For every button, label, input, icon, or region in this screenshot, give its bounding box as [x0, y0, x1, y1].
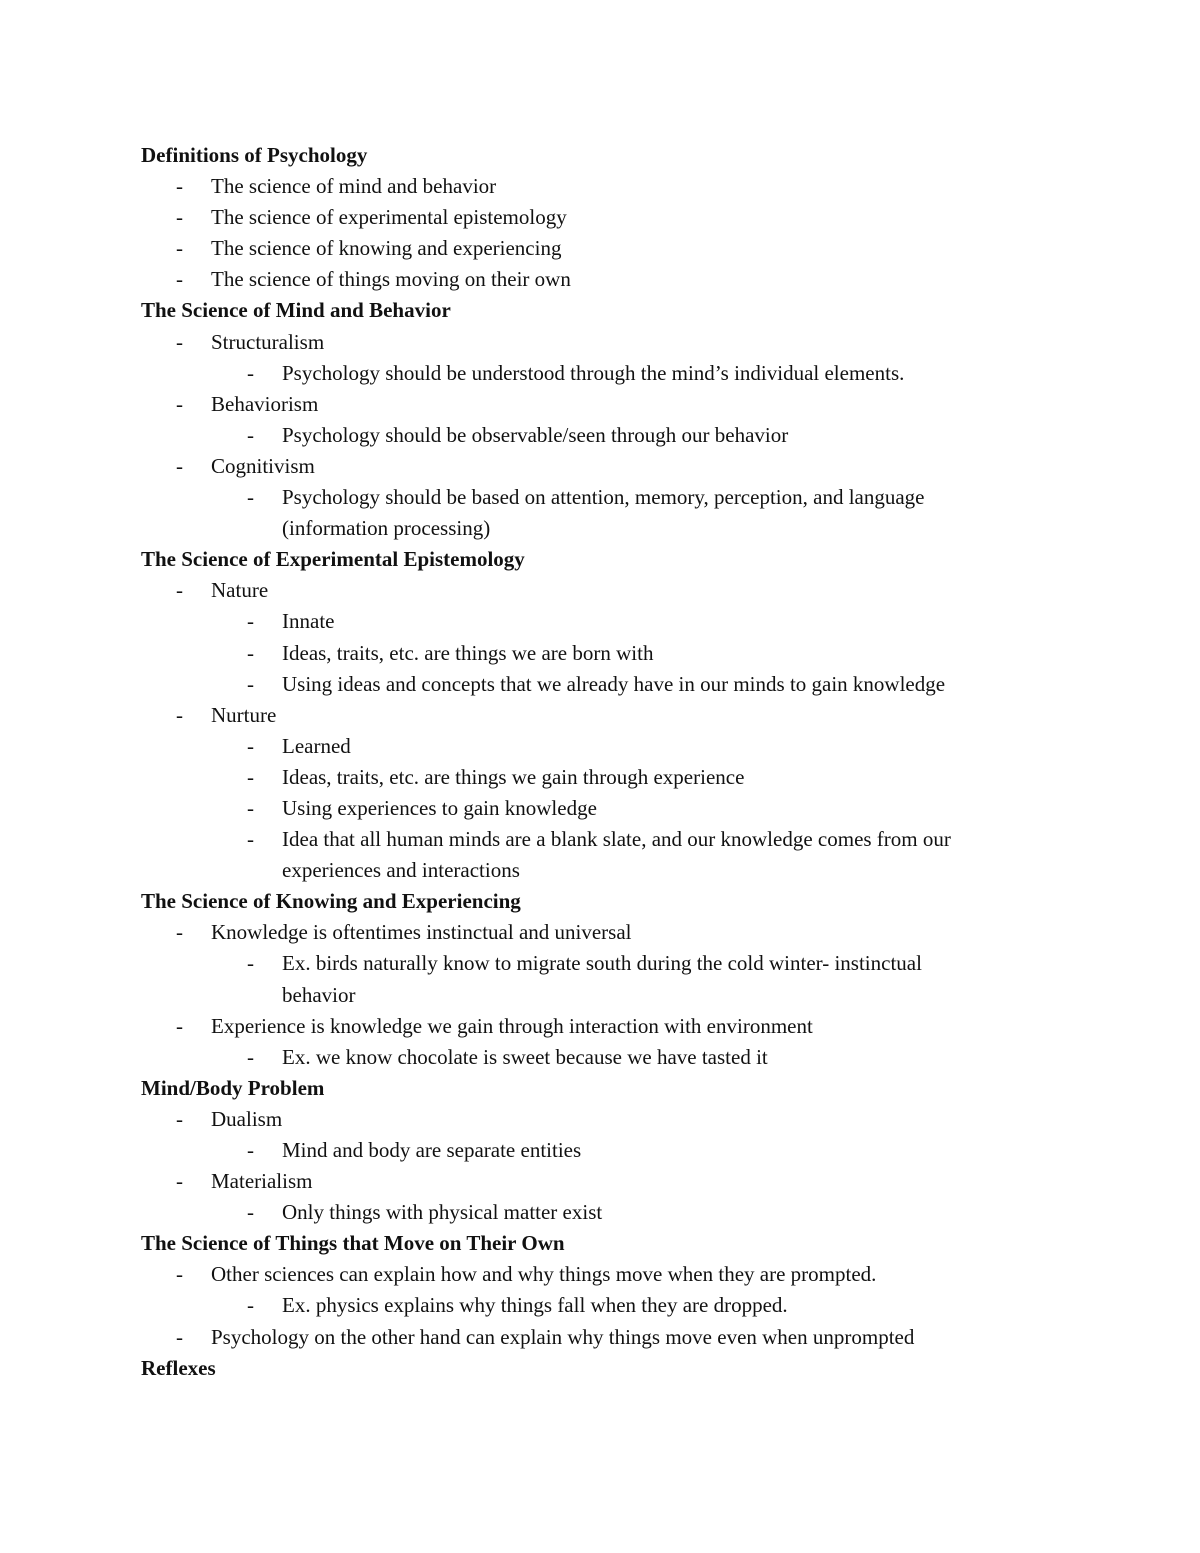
sub-bullet-item — [0, 606, 1200, 637]
sub-bullet-item — [0, 793, 1200, 824]
sub-bullet-item — [0, 1290, 1200, 1321]
bullet-dash: - — [247, 1293, 254, 1318]
bullet-text: Behaviorism — [211, 391, 319, 416]
bullet-item — [0, 917, 1200, 948]
bullet-item — [0, 1166, 1200, 1197]
section-heading: Definitions of Psychology — [141, 143, 368, 167]
section-heading: The Science of Experimental Epistemology — [141, 547, 525, 572]
bullet-item — [0, 575, 1200, 606]
sub-bullet-text: Ex. we know chocolate is sweet because we have tasted it — [282, 1044, 768, 1069]
bullet-dash: - — [176, 578, 183, 603]
bullet-dash: - — [176, 174, 183, 199]
bullet-dash: - — [176, 236, 183, 261]
bullet-dash: - — [247, 609, 254, 634]
bullet-text: Structuralism — [211, 329, 325, 354]
bullet-text: The science of things moving on their own — [211, 267, 571, 292]
bullet-dash: - — [247, 795, 254, 820]
bullet-text: Knowledge is oftentimes instinctual and universal — [211, 920, 632, 945]
sub-bullet-item — [0, 731, 1200, 762]
bullet-dash: - — [247, 733, 254, 758]
sub-bullet-continuation — [0, 980, 1200, 1011]
sub-bullet-continuation — [0, 855, 1200, 886]
bullet-dash: - — [176, 391, 183, 416]
sub-bullet-text: Psychology should be based on attention, memory, perception, and language — [282, 485, 925, 510]
bullet-text: Materialism — [211, 1169, 313, 1194]
bullet-text: Nature — [211, 578, 269, 603]
bullet-dash: - — [176, 920, 183, 945]
sub-bullet-item — [0, 1197, 1200, 1228]
bullet-dash: - — [176, 453, 183, 478]
section-heading: The Science of Knowing and Experiencing — [141, 889, 521, 914]
bullet-item — [0, 1322, 1200, 1353]
sub-bullet-text: Psychology should be observable/seen through our behavior — [282, 422, 789, 447]
bullet-item — [0, 1259, 1200, 1290]
document-page — [0, 140, 1200, 1384]
bullet-text: Nurture — [211, 702, 277, 727]
bullet-dash: - — [247, 827, 254, 852]
sub-bullet-text: Using experiences to gain knowledge — [282, 795, 597, 820]
bullet-dash: - — [247, 1138, 254, 1162]
sub-bullet-item — [0, 1042, 1200, 1073]
sub-bullet-item — [0, 669, 1200, 700]
sub-bullet-text: Innate — [282, 609, 335, 634]
bullet-dash: - — [176, 1262, 183, 1287]
sub-bullet-item — [0, 482, 1200, 513]
bullet-dash: - — [247, 1044, 254, 1069]
bullet-dash: - — [247, 671, 254, 696]
sub-bullet-text: Ex. birds naturally know to migrate south during the cold winter- instinctual — [282, 951, 922, 976]
bullet-dash: - — [176, 205, 183, 230]
sub-bullet-text: Psychology should be understood through the mind’s individual elements. — [282, 360, 905, 385]
bullet-dash: - — [247, 485, 254, 510]
bullet-dash: - — [176, 702, 183, 727]
bullet-dash: - — [176, 1324, 183, 1349]
bullet-item — [0, 202, 1200, 233]
bullet-dash: - — [176, 267, 183, 292]
sub-bullet-item — [0, 824, 1200, 855]
bullet-item — [0, 327, 1200, 358]
bullet-dash: - — [176, 1013, 183, 1038]
section-heading: The Science of Mind and Behavior — [141, 298, 451, 323]
section-heading: Mind/Body Problem — [141, 1075, 325, 1100]
sub-bullet-item — [0, 948, 1200, 979]
sub-bullet-text: Ideas, traits, etc. are things we are born with — [282, 640, 654, 665]
bullet-text: The science of experimental epistemology — [211, 205, 567, 230]
bullet-dash: - — [247, 360, 254, 385]
sub-bullet-text: Idea that all human minds are a blank slate, and our knowledge comes from our — [282, 827, 951, 852]
sub-bullet-text: Learned — [282, 733, 351, 758]
bullet-item — [0, 1104, 1200, 1135]
section-heading: The Science of Things that Move on Their Own — [141, 1231, 565, 1256]
sub-bullet-item — [0, 358, 1200, 389]
bullet-dash: - — [176, 1169, 183, 1194]
bullet-text: Dualism — [211, 1106, 283, 1131]
bullet-text: The science of mind and behavior — [211, 174, 497, 199]
bullet-item — [0, 264, 1200, 295]
sub-bullet-item — [0, 420, 1200, 451]
bullet-text: Other sciences can explain how and why things move when they are prompted. — [211, 1262, 877, 1287]
bullet-text: Cognitivism — [211, 453, 315, 478]
sub-bullet-item — [0, 1135, 1200, 1166]
bullet-text: Psychology on the other hand can explain why things move even when unprompted — [211, 1324, 915, 1349]
bullet-item — [0, 451, 1200, 482]
bullet-item — [0, 389, 1200, 420]
sub-bullet-text: Ideas, traits, etc. are things we gain through experience — [282, 764, 745, 789]
sub-bullet-text: (information processing) — [282, 516, 491, 541]
sub-bullet-text: Ex. physics explains why things fall when they are dropped. — [282, 1293, 788, 1318]
bullet-item — [0, 171, 1200, 202]
bullet-dash: - — [247, 640, 254, 665]
sub-bullet-item — [0, 762, 1200, 793]
bullet-dash: - — [247, 1200, 254, 1225]
bullet-dash: - — [247, 951, 254, 976]
sub-bullet-item — [0, 638, 1200, 669]
sub-bullet-continuation — [0, 513, 1200, 544]
sub-bullet-text: experiences and interactions — [282, 858, 520, 883]
sub-bullet-text: Mind and body are separate entities — [282, 1138, 582, 1162]
sub-bullet-text: behavior — [282, 982, 356, 1007]
bullet-dash: - — [176, 1106, 183, 1131]
bullet-text: Experience is knowledge we gain through interaction with environment — [211, 1013, 813, 1038]
bullet-item — [0, 700, 1200, 731]
section-heading: Reflexes — [141, 1355, 216, 1380]
bullet-dash: - — [176, 329, 183, 354]
sub-bullet-text: Only things with physical matter exist — [282, 1200, 603, 1225]
bullet-dash: - — [247, 422, 254, 447]
bullet-item — [0, 233, 1200, 264]
sub-bullet-text: Using ideas and concepts that we already have in our minds to gain knowledge — [282, 671, 946, 696]
bullet-item — [0, 1011, 1200, 1042]
bullet-dash: - — [247, 764, 254, 789]
bullet-text: The science of knowing and experiencing — [211, 236, 562, 261]
